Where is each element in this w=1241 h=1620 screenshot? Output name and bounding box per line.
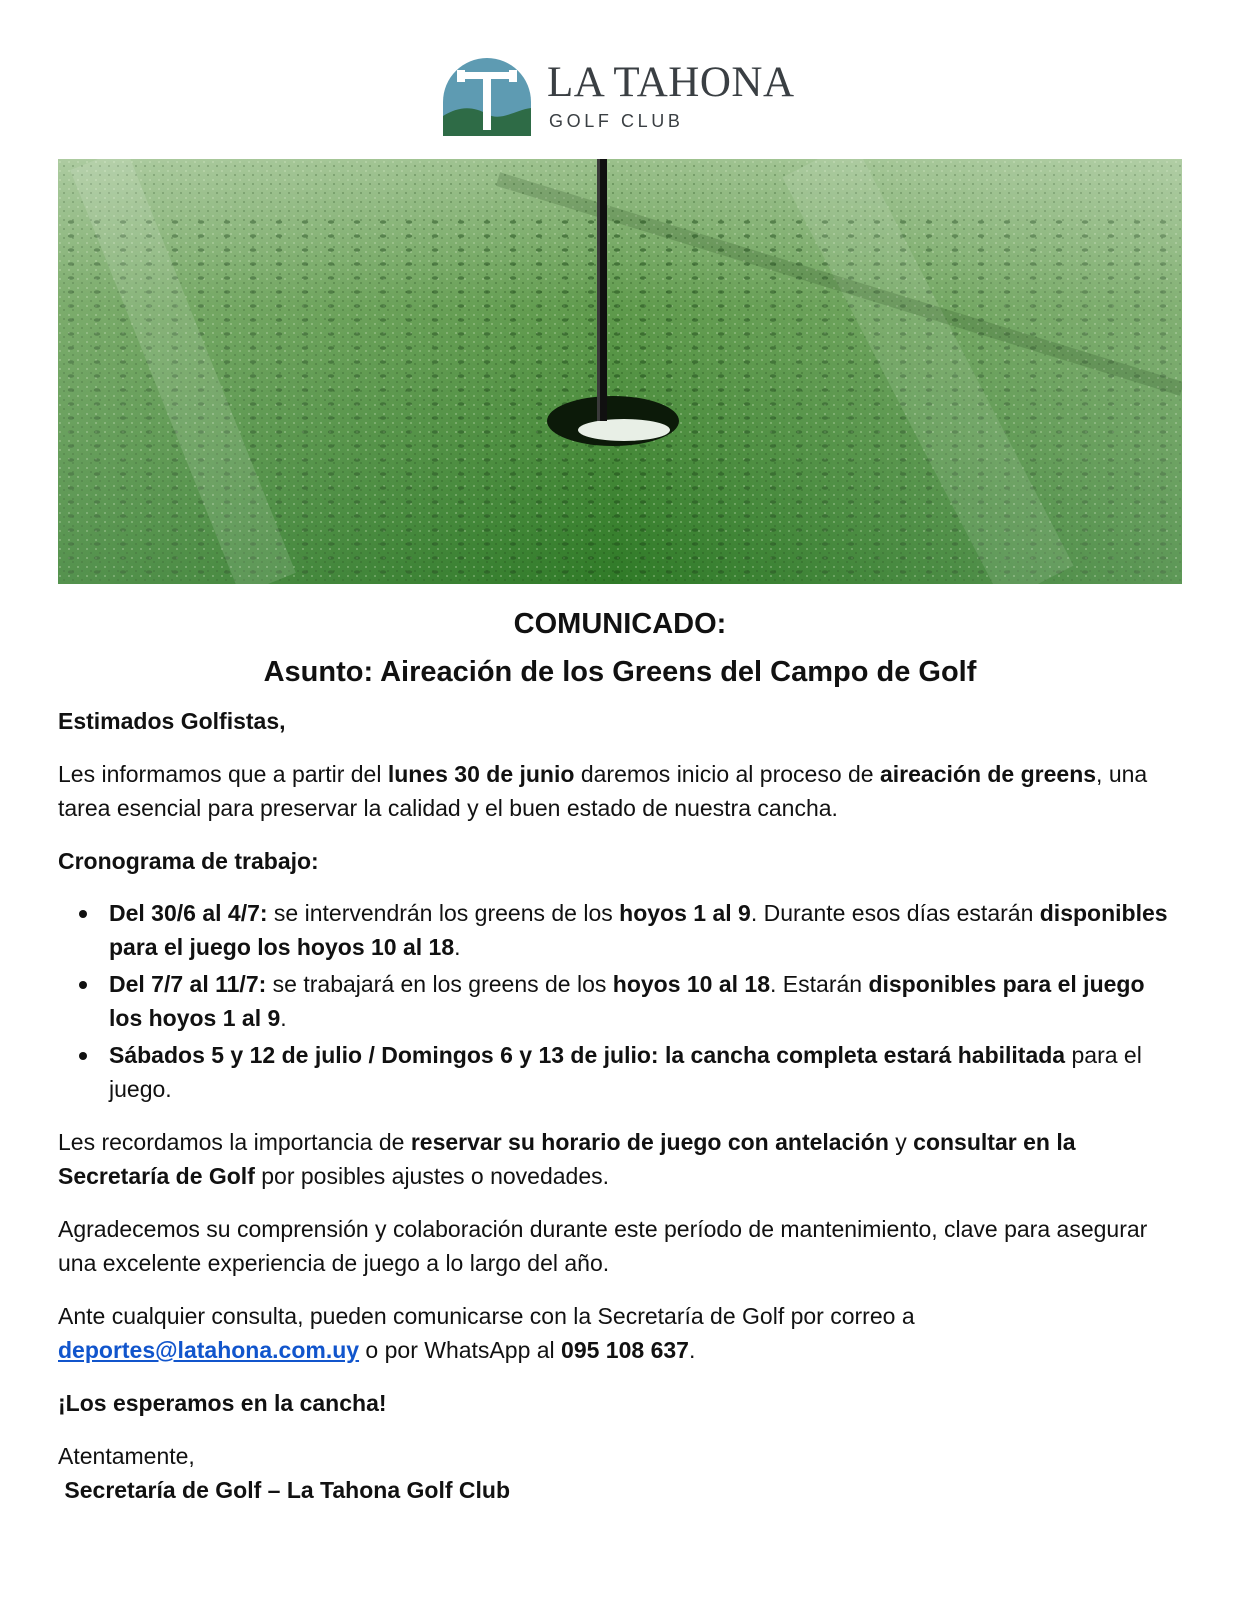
list-item xyxy=(58,896,1182,964)
reminder-booking: reservar su horario de juego con antelación xyxy=(410,1129,889,1155)
closing-line xyxy=(58,1386,1182,1420)
schedule-1-dates: Del 30/6 al 4/7: xyxy=(109,900,268,926)
la-tahona-emblem-icon xyxy=(441,56,533,136)
schedule-2-text-3: . xyxy=(280,1005,287,1031)
schedule-1-holes: hoyos 1 al 9 xyxy=(619,900,751,926)
schedule-1-text-2: . Durante esos días estarán xyxy=(750,900,1040,926)
thanks-paragraph: Agradecemos su comprensión y colaboración durante este período de mantenimiento, clave para asegurar una excelente experiencia de juego a lo largo del año. xyxy=(58,1216,1148,1276)
schedule-title-text: Cronograma de trabajo: xyxy=(58,848,319,874)
greeting xyxy=(58,704,1182,738)
contact-paragraph xyxy=(58,1299,1182,1367)
whatsapp-number: 095 108 637 xyxy=(561,1337,689,1363)
schedule-2-dates: Del 7/7 al 11/7: xyxy=(109,971,267,997)
schedule-1-available: disponibles para el juego los hoyos 10 al 18 xyxy=(109,900,1168,960)
list-item xyxy=(58,1038,1182,1106)
schedule-list xyxy=(58,896,1182,1106)
subject-heading: Asunto: Aireación de los Greens del Campo de Golf xyxy=(263,656,977,688)
reminder-secretary: consultar en la Secretaría de Golf xyxy=(58,1129,1076,1189)
signoff-block xyxy=(58,1439,1182,1507)
schedule-2-holes: hoyos 10 al 18 xyxy=(612,971,771,997)
intro-paragraph xyxy=(58,757,1182,825)
schedule-3-text-1: para el juego. xyxy=(109,1042,1142,1102)
list-item xyxy=(58,967,1182,1035)
reminder-text-3: por posibles ajustes o novedades. xyxy=(254,1163,610,1189)
page-title: COMUNICADO: xyxy=(513,608,727,640)
schedule-2-text-2: . Estarán xyxy=(770,971,869,997)
intro-text-3: , una tarea esencial para preservar la calidad y el buen estado de nuestra cancha. xyxy=(58,761,1148,821)
logo-title: LA TAHONA xyxy=(547,59,795,106)
intro-text-2: daremos inicio al proceso de xyxy=(574,761,880,787)
intro-text-1: Les informamos que a partir del xyxy=(58,761,388,787)
signature: Secretaría de Golf – La Tahona Golf Club xyxy=(64,1477,510,1503)
closing-text: ¡Los esperamos en la cancha! xyxy=(58,1390,387,1416)
schedule-1-text-3: . xyxy=(454,934,461,960)
intro-process: aireación de greens xyxy=(880,761,1097,787)
intro-date: lunes 30 de junio xyxy=(387,761,575,787)
schedule-title xyxy=(58,844,1182,878)
contact-text-3: . xyxy=(688,1337,696,1363)
golf-green-hole-icon xyxy=(58,159,1182,584)
reminder-paragraph xyxy=(58,1125,1182,1193)
logo-subtitle: GOLF CLUB xyxy=(549,111,684,131)
signoff-text: Atentamente, xyxy=(58,1443,195,1469)
greeting-text: Estimados Golfistas, xyxy=(58,708,286,734)
schedule-1-text-1: se intervendrán los greens de los xyxy=(267,900,620,926)
schedule-2-available: disponibles para el juego los hoyos 1 al 9 xyxy=(109,971,1145,1031)
schedule-3-weekends: Sábados 5 y 12 de julio / Domingos 6 y 13 de julio: la cancha completa estará habilitada xyxy=(109,1042,1066,1068)
club-logo xyxy=(441,56,811,136)
announcement-body xyxy=(58,606,1182,1507)
contact-text-2: o por WhatsApp al xyxy=(359,1337,562,1363)
reminder-text-2: y xyxy=(888,1129,914,1155)
golf-green-hero-image xyxy=(58,159,1182,584)
schedule-2-text-1: se trabajará en los greens de los xyxy=(266,971,613,997)
reminder-text-1: Les recordamos la importancia de xyxy=(58,1129,411,1155)
contact-text-1: Ante cualquier consulta, pueden comunicarse con la Secretaría de Golf por correo a xyxy=(58,1303,915,1329)
email-link[interactable]: deportes@latahona.com.uy xyxy=(58,1337,360,1363)
